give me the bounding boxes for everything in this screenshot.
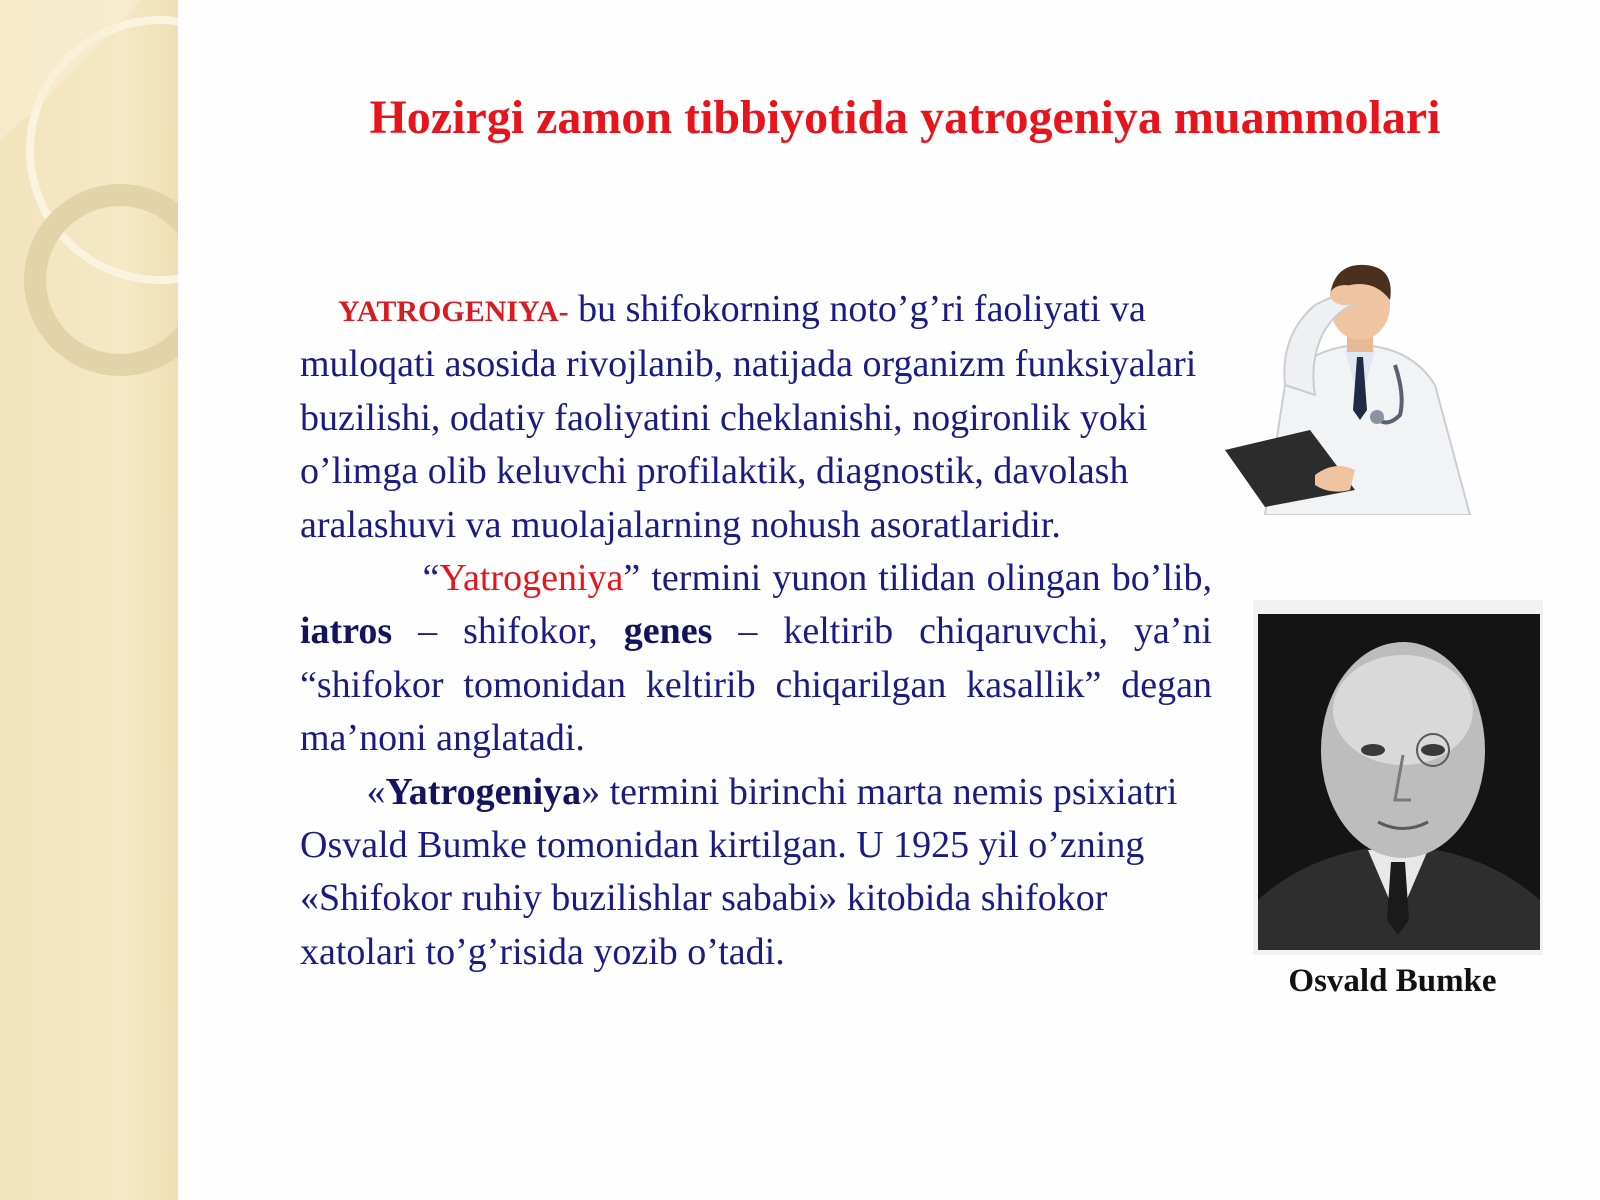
definition-paragraph (300, 283, 1212, 552)
etymology-paragraph (300, 552, 1212, 766)
history-open-quote: « (366, 770, 386, 813)
etymology-text-2: – shifokor, (392, 610, 624, 653)
portrait-image (1253, 600, 1543, 955)
history-text: » termini birinchi marta nemis psixiatri Osvald Bumke tomonidan kirtilgan. U 1925 yil o’zning «Shifokor ruhiy buzilishlar sababi» kitobida shifokor xatolari to’g’risida yozib o’tadi. (300, 770, 1178, 973)
etymology-text-3: – keltirib chiqaruvchi, ya’ni “shifokor tomonidan keltirib chiqarilgan kasallik” degan ma’noni anglatadi. (300, 610, 1212, 760)
etymology-open-quote: “ (422, 557, 440, 600)
doctor-illustration (1225, 245, 1495, 515)
portrait-caption: Osvald Bumke (1288, 963, 1497, 999)
definition-text: bu shifokorning noto’g’ri faoliyati va muloqati asosida rivojlanib, natijada organizm funksiyalari buzilishi, odatiy faoliyatini cheklanishi, nogironlik yoki o’limga olib keluvchi profilaktik, diagnostik, davolash aralashuvi va muolajalarning nohush asoratlaridir. (300, 288, 1197, 546)
history-paragraph (300, 766, 1212, 980)
etymology-text-1: ” termini yunon tilidan olingan bo’lib, (623, 557, 1213, 600)
decorative-side-band (0, 0, 178, 1200)
osvald-bumke-portrait (1253, 600, 1543, 955)
etymology-term: Yatrogeniya (439, 557, 624, 600)
decorative-rings (0, 0, 178, 1200)
etymology-word-genes: genes (623, 610, 713, 653)
history-term: Yatrogeniya (385, 770, 582, 813)
slide-body (300, 283, 1212, 979)
definition-keyword: YATROGENIYA- (338, 295, 569, 328)
etymology-word-iatros: iatros (300, 610, 393, 653)
slide-title: Hozirgi zamon tibbiyotida yatrogeniya muammolari (369, 91, 1441, 144)
